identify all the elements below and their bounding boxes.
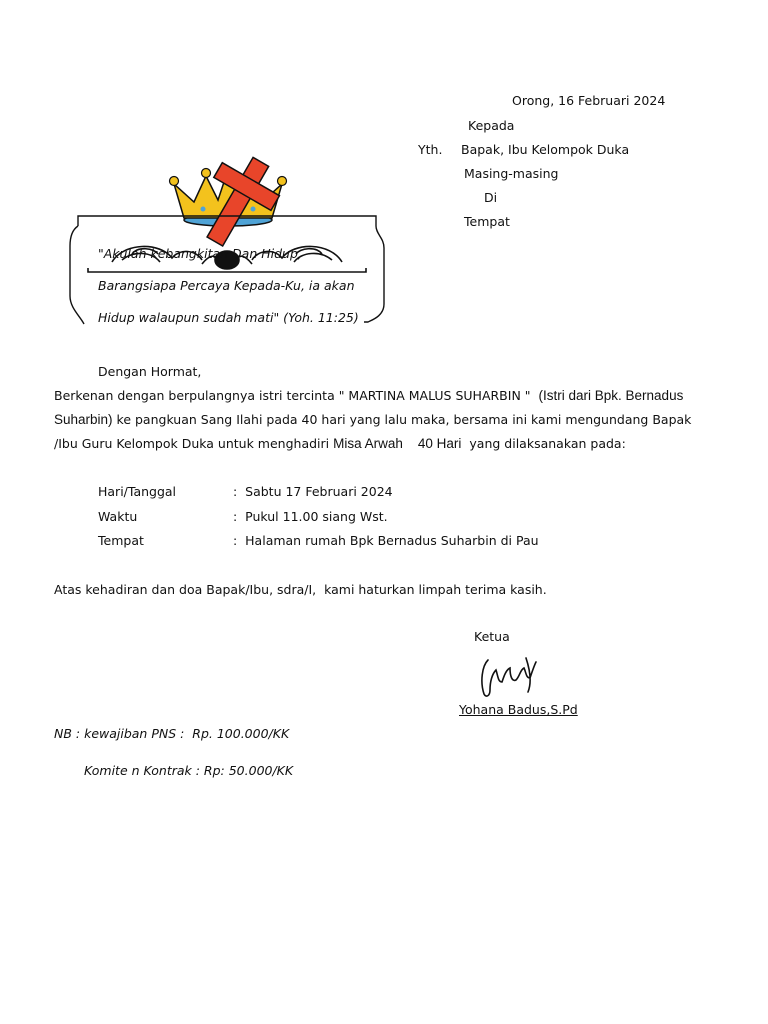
body-line2: [54, 412, 691, 428]
body-line3-c: yang dilaksanakan pada:: [469, 436, 626, 451]
detail-value-time: : Pukul 11.00 siang Wst.: [233, 509, 388, 524]
place-date: Orong, 16 Februari 2024: [512, 93, 666, 108]
body-line1-b: (Istri dari Bpk. Bernadus: [538, 388, 684, 403]
quote-line1: "Akulah kebangkitan Dan Hidup,: [98, 246, 302, 261]
signature-icon: [476, 652, 546, 702]
detail-label-date: Hari/Tanggal: [98, 484, 177, 499]
recipient-line1: Bapak, Ibu Kelompok Duka: [461, 142, 630, 157]
note-komite: Komite n Kontrak : Rp: 50.000/KK: [84, 763, 294, 778]
detail-value-place: : Halaman rumah Bpk Bernadus Suharbin di Pau: [233, 533, 539, 548]
closing-text: Atas kehadiran dan doa Bapak/Ibu, sdra/I, kami haturkan limpah terima kasih.: [54, 582, 547, 597]
quote-line2: Barangsiapa Percaya Kepada-Ku, ia akan: [98, 278, 355, 293]
note-pns: NB : kewajiban PNS : Rp. 100.000/KK: [54, 726, 290, 741]
body-line3-a: /Ibu Guru Kelompok Duka untuk menghadiri: [54, 436, 330, 451]
body-line3: [54, 436, 626, 452]
to-label: Kepada: [468, 118, 515, 133]
body-line2-a: Suharbin): [54, 412, 113, 427]
greeting: Dengan Hormat,: [98, 364, 202, 379]
di-label: Di: [484, 190, 498, 205]
body-line3-b: Misa Arwah 40 Hari: [333, 436, 462, 451]
body-line2-b: ke pangkuan Sang Ilahi pada 40 hari yang lalu maka, bersama ini kami mengundang Bapak: [116, 412, 692, 427]
body-line1-a: Berkenan dengan berpulangnya istri tercinta " MARTINA MALUS SUHARBIN ": [54, 388, 531, 403]
signoff-role: Ketua: [474, 629, 510, 644]
detail-label-time: Waktu: [98, 509, 138, 524]
quote-line3: Hidup walaupun sudah mati" (Yoh. 11:25): [98, 310, 359, 325]
yth-label: Yth.: [418, 142, 443, 157]
tempat-label: Tempat: [464, 214, 510, 229]
detail-label-place: Tempat: [98, 533, 144, 548]
signoff-name: Yohana Badus,S.Pd: [459, 702, 578, 717]
recipient-line2: Masing-masing: [464, 166, 559, 181]
body-line1: [54, 388, 683, 404]
detail-value-date: : Sabtu 17 Februari 2024: [233, 484, 393, 499]
